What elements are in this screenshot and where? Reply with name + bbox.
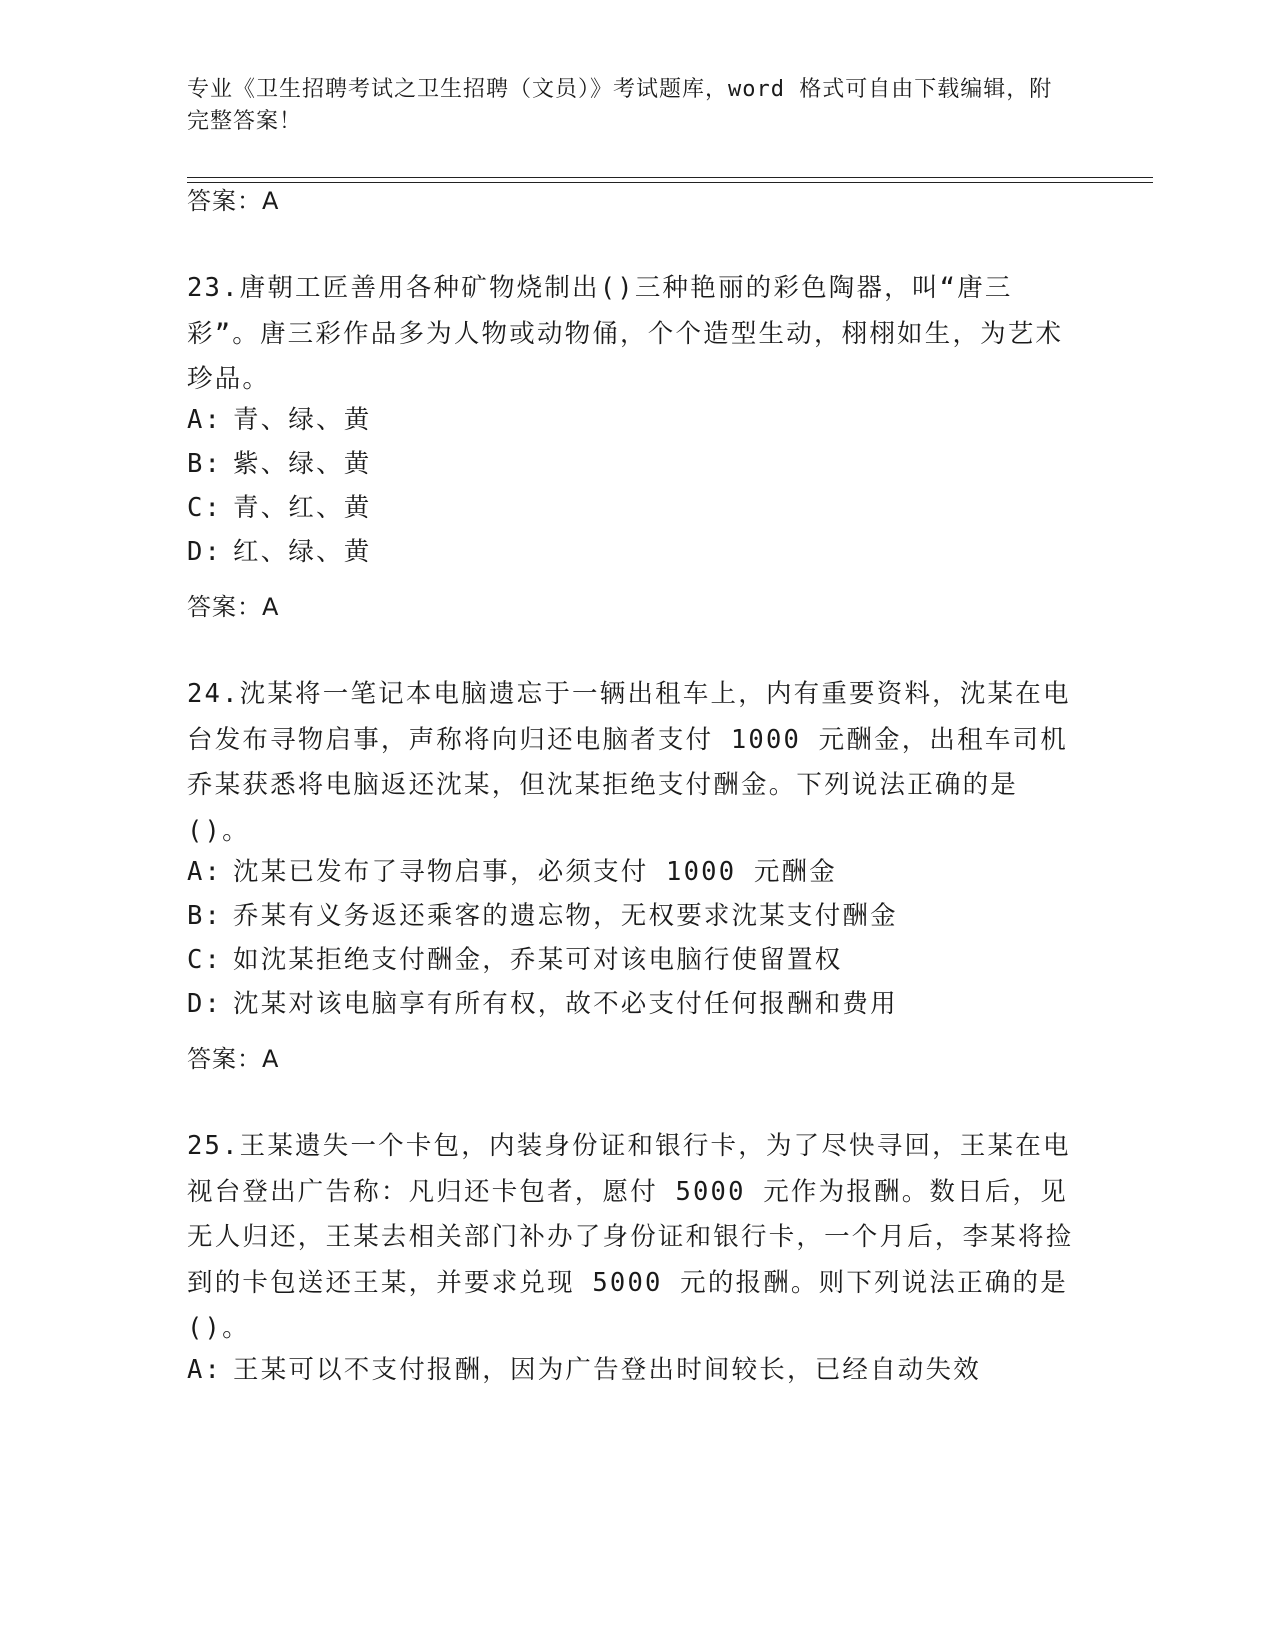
option-text: 青、红、黄: [233, 493, 372, 523]
option-letter: A:: [187, 405, 223, 435]
question-23-option-d: [187, 530, 372, 576]
question-23-option-a: [187, 398, 372, 444]
answer-label: 答案：: [187, 187, 262, 215]
answer-value: A: [262, 1045, 280, 1073]
option-text: 紫、绿、黄: [233, 449, 372, 479]
question-23-stem: 23.唐朝工匠善用各种矿物烧制出()三种艳丽的彩色陶器，叫“唐三彩”。唐三彩作品多为人物或动物俑，个个造型生动，栩栩如生，为艺术珍品。: [187, 273, 1064, 394]
question-24-option-b: [187, 894, 898, 940]
option-text: 乔某有义务返还乘客的遗忘物，无权要求沈某支付酬金: [233, 901, 898, 931]
option-text: 沈某已发布了寻物启事，必须支付 1000 元酬金: [233, 857, 837, 887]
question-25-option-a: [187, 1348, 981, 1394]
question-25-stem: 25.王某遗失一个卡包，内装身份证和银行卡，为了尽快寻回，王某在电视台登出广告称：凡归还卡包者，愿付 5000 元作为报酬。数日后，见无人归还，王某去相关部门补办了身份证和银行卡，一个月后，李某将捡到的卡包送还王某，并要求兑现 5000 元的报酬。则下列说法正确的是()。: [187, 1131, 1074, 1343]
answer-q24: [187, 1044, 279, 1074]
question-24-stem: 24.沈某将一笔记本电脑遗忘于一辆出租车上，内有重要资料，沈某在电台发布寻物启事，声称将向归还电脑者支付 1000 元酬金，出租车司机乔某获悉将电脑返还沈某，但沈某拒绝支付酬金。下列说法正确的是()。: [187, 679, 1071, 846]
option-letter: D:: [187, 537, 223, 567]
option-text: 青、绿、黄: [233, 405, 372, 435]
answer-value: A: [262, 187, 280, 215]
option-letter: C:: [187, 945, 223, 975]
answer-value: A: [262, 593, 280, 621]
header-rule-top: [187, 177, 1153, 178]
option-text: 如沈某拒绝支付酬金，乔某可对该电脑行使留置权: [233, 945, 843, 975]
option-text: 红、绿、黄: [233, 537, 372, 567]
document-header: 专业《卫生招聘考试之卫生招聘（文员）》考试题库，word 格式可自由下载编辑，附完整答案！: [187, 77, 1053, 134]
option-text: 沈某对该电脑享有所有权，故不必支付任何报酬和费用: [233, 989, 898, 1019]
option-letter: B:: [187, 901, 223, 931]
option-letter: A:: [187, 857, 223, 887]
answer-label: 答案：: [187, 593, 262, 621]
option-letter: B:: [187, 449, 223, 479]
question-23-option-b: [187, 442, 372, 488]
option-text: 王某可以不支付报酬，因为广告登出时间较长，已经自动失效: [233, 1355, 981, 1385]
question-23-option-c: [187, 486, 372, 532]
answer-label: 答案：: [187, 1045, 262, 1073]
option-letter: D:: [187, 989, 223, 1019]
question-24-option-a: [187, 850, 837, 896]
question-24-option-c: [187, 938, 842, 984]
header-rule-bottom: [187, 182, 1153, 183]
answer-q23: [187, 592, 279, 622]
option-letter: A:: [187, 1355, 223, 1385]
answer-prev: [187, 186, 279, 216]
question-24-option-d: [187, 982, 898, 1028]
option-letter: C:: [187, 493, 223, 523]
